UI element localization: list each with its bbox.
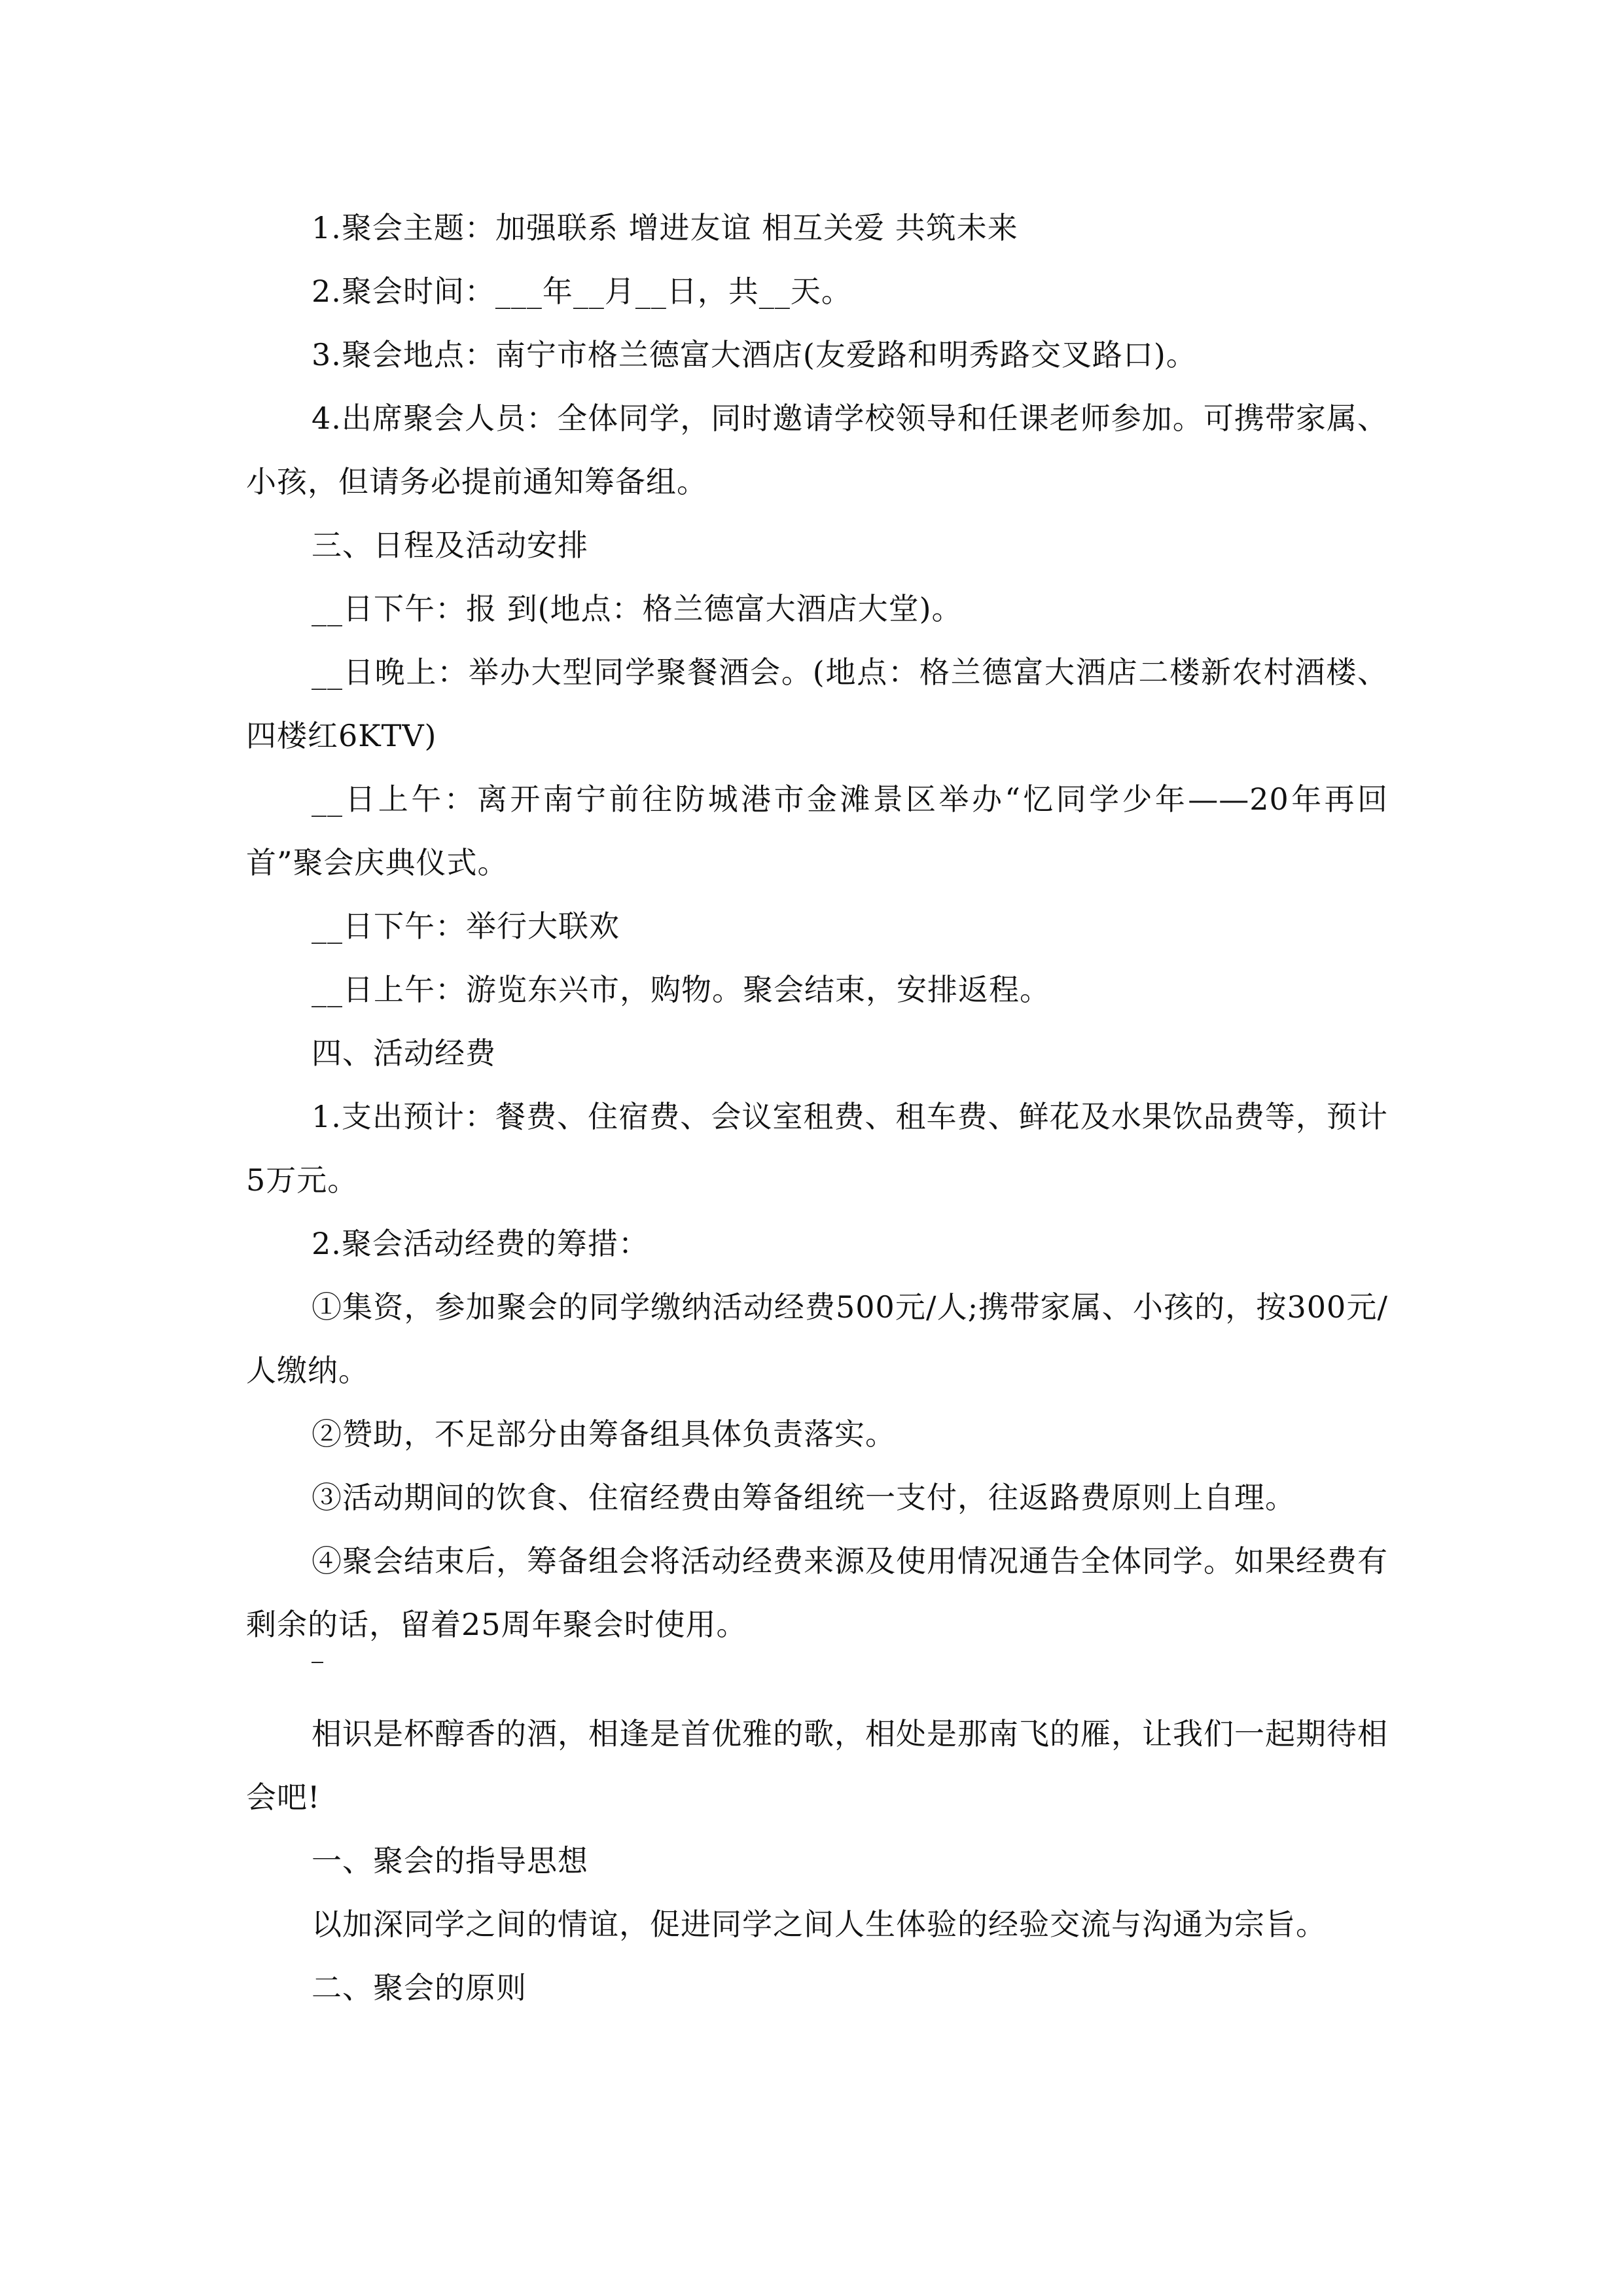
funding-item-fee: ①集资，参加聚会的同学缴纳活动经费500元/人;携带家属、小孩的，按300元/人缴纳。 bbox=[246, 1289, 1388, 1388]
separator-mark bbox=[312, 1662, 323, 1663]
paragraph-theme: 1.聚会主题：加强联系 增进友谊 相互关爱 共筑未来 bbox=[312, 210, 1018, 245]
paragraph-guiding-idea: 以加深同学之间的情谊，促进同学之间人生体验的经验交流与沟通为宗旨。 bbox=[312, 1907, 1327, 1942]
schedule-item-tour: __日上午：游览东兴市，购物。聚会结束，安排返程。 bbox=[312, 972, 1050, 1007]
section-heading-budget: 四、活动经费 bbox=[312, 1035, 496, 1071]
paragraph-funding-heading: 2.聚会活动经费的筹措： bbox=[312, 1226, 649, 1261]
paragraph-expense-estimate: 1.支出预计：餐费、住宿费、会议室租费、租车费、鲜花及水果饮品费等，预计5万元。 bbox=[246, 1099, 1388, 1198]
section-heading-guiding-idea: 一、聚会的指导思想 bbox=[312, 1843, 588, 1878]
funding-item-expenses: ③活动期间的饮食、住宿经费由筹备组统一支付，往返路费原则上自理。 bbox=[312, 1480, 1296, 1515]
schedule-item-party: __日下午：举行大联欢 bbox=[312, 908, 620, 944]
paragraph-intro: 相识是杯醇香的酒，相逢是首优雅的歌，相处是那南飞的雁，让我们一起期待相会吧! bbox=[246, 1716, 1388, 1815]
section-heading-principles: 二、聚会的原则 bbox=[312, 1970, 527, 2005]
paragraph-location: 3.聚会地点：南宁市格兰德富大酒店(友爱路和明秀路交叉路口)。 bbox=[312, 337, 1197, 372]
funding-item-sponsor: ②赞助，不足部分由筹备组具体负责落实。 bbox=[312, 1416, 896, 1452]
section-heading-schedule: 三、日程及活动安排 bbox=[312, 528, 588, 563]
paragraph-attendees: 4.出席聚会人员：全体同学，同时邀请学校领导和任课老师参加。可携带家属、小孩，但请务必提前通知筹备组。 bbox=[246, 401, 1388, 499]
schedule-item-dinner: __日晚上：举办大型同学聚餐酒会。(地点：格兰德富大酒店二楼新农村酒楼、四楼红6KTV) bbox=[246, 655, 1388, 753]
schedule-item-checkin: __日下午：报 到(地点：格兰德富大酒店大堂)。 bbox=[312, 591, 963, 626]
funding-item-report: ④聚会结束后，筹备组会将活动经费来源及使用情况通告全体同学。如果经费有剩余的话，留着25周年聚会时使用。 bbox=[246, 1543, 1388, 1642]
paragraph-time: 2.聚会时间：___年__月__日，共__天。 bbox=[312, 274, 852, 309]
schedule-item-ceremony: __日上午：离开南宁前往防城港市金滩景区举办“忆同学少年——20年再回首”聚会庆典仪式。 bbox=[246, 781, 1388, 880]
document-body bbox=[246, 196, 1388, 2020]
